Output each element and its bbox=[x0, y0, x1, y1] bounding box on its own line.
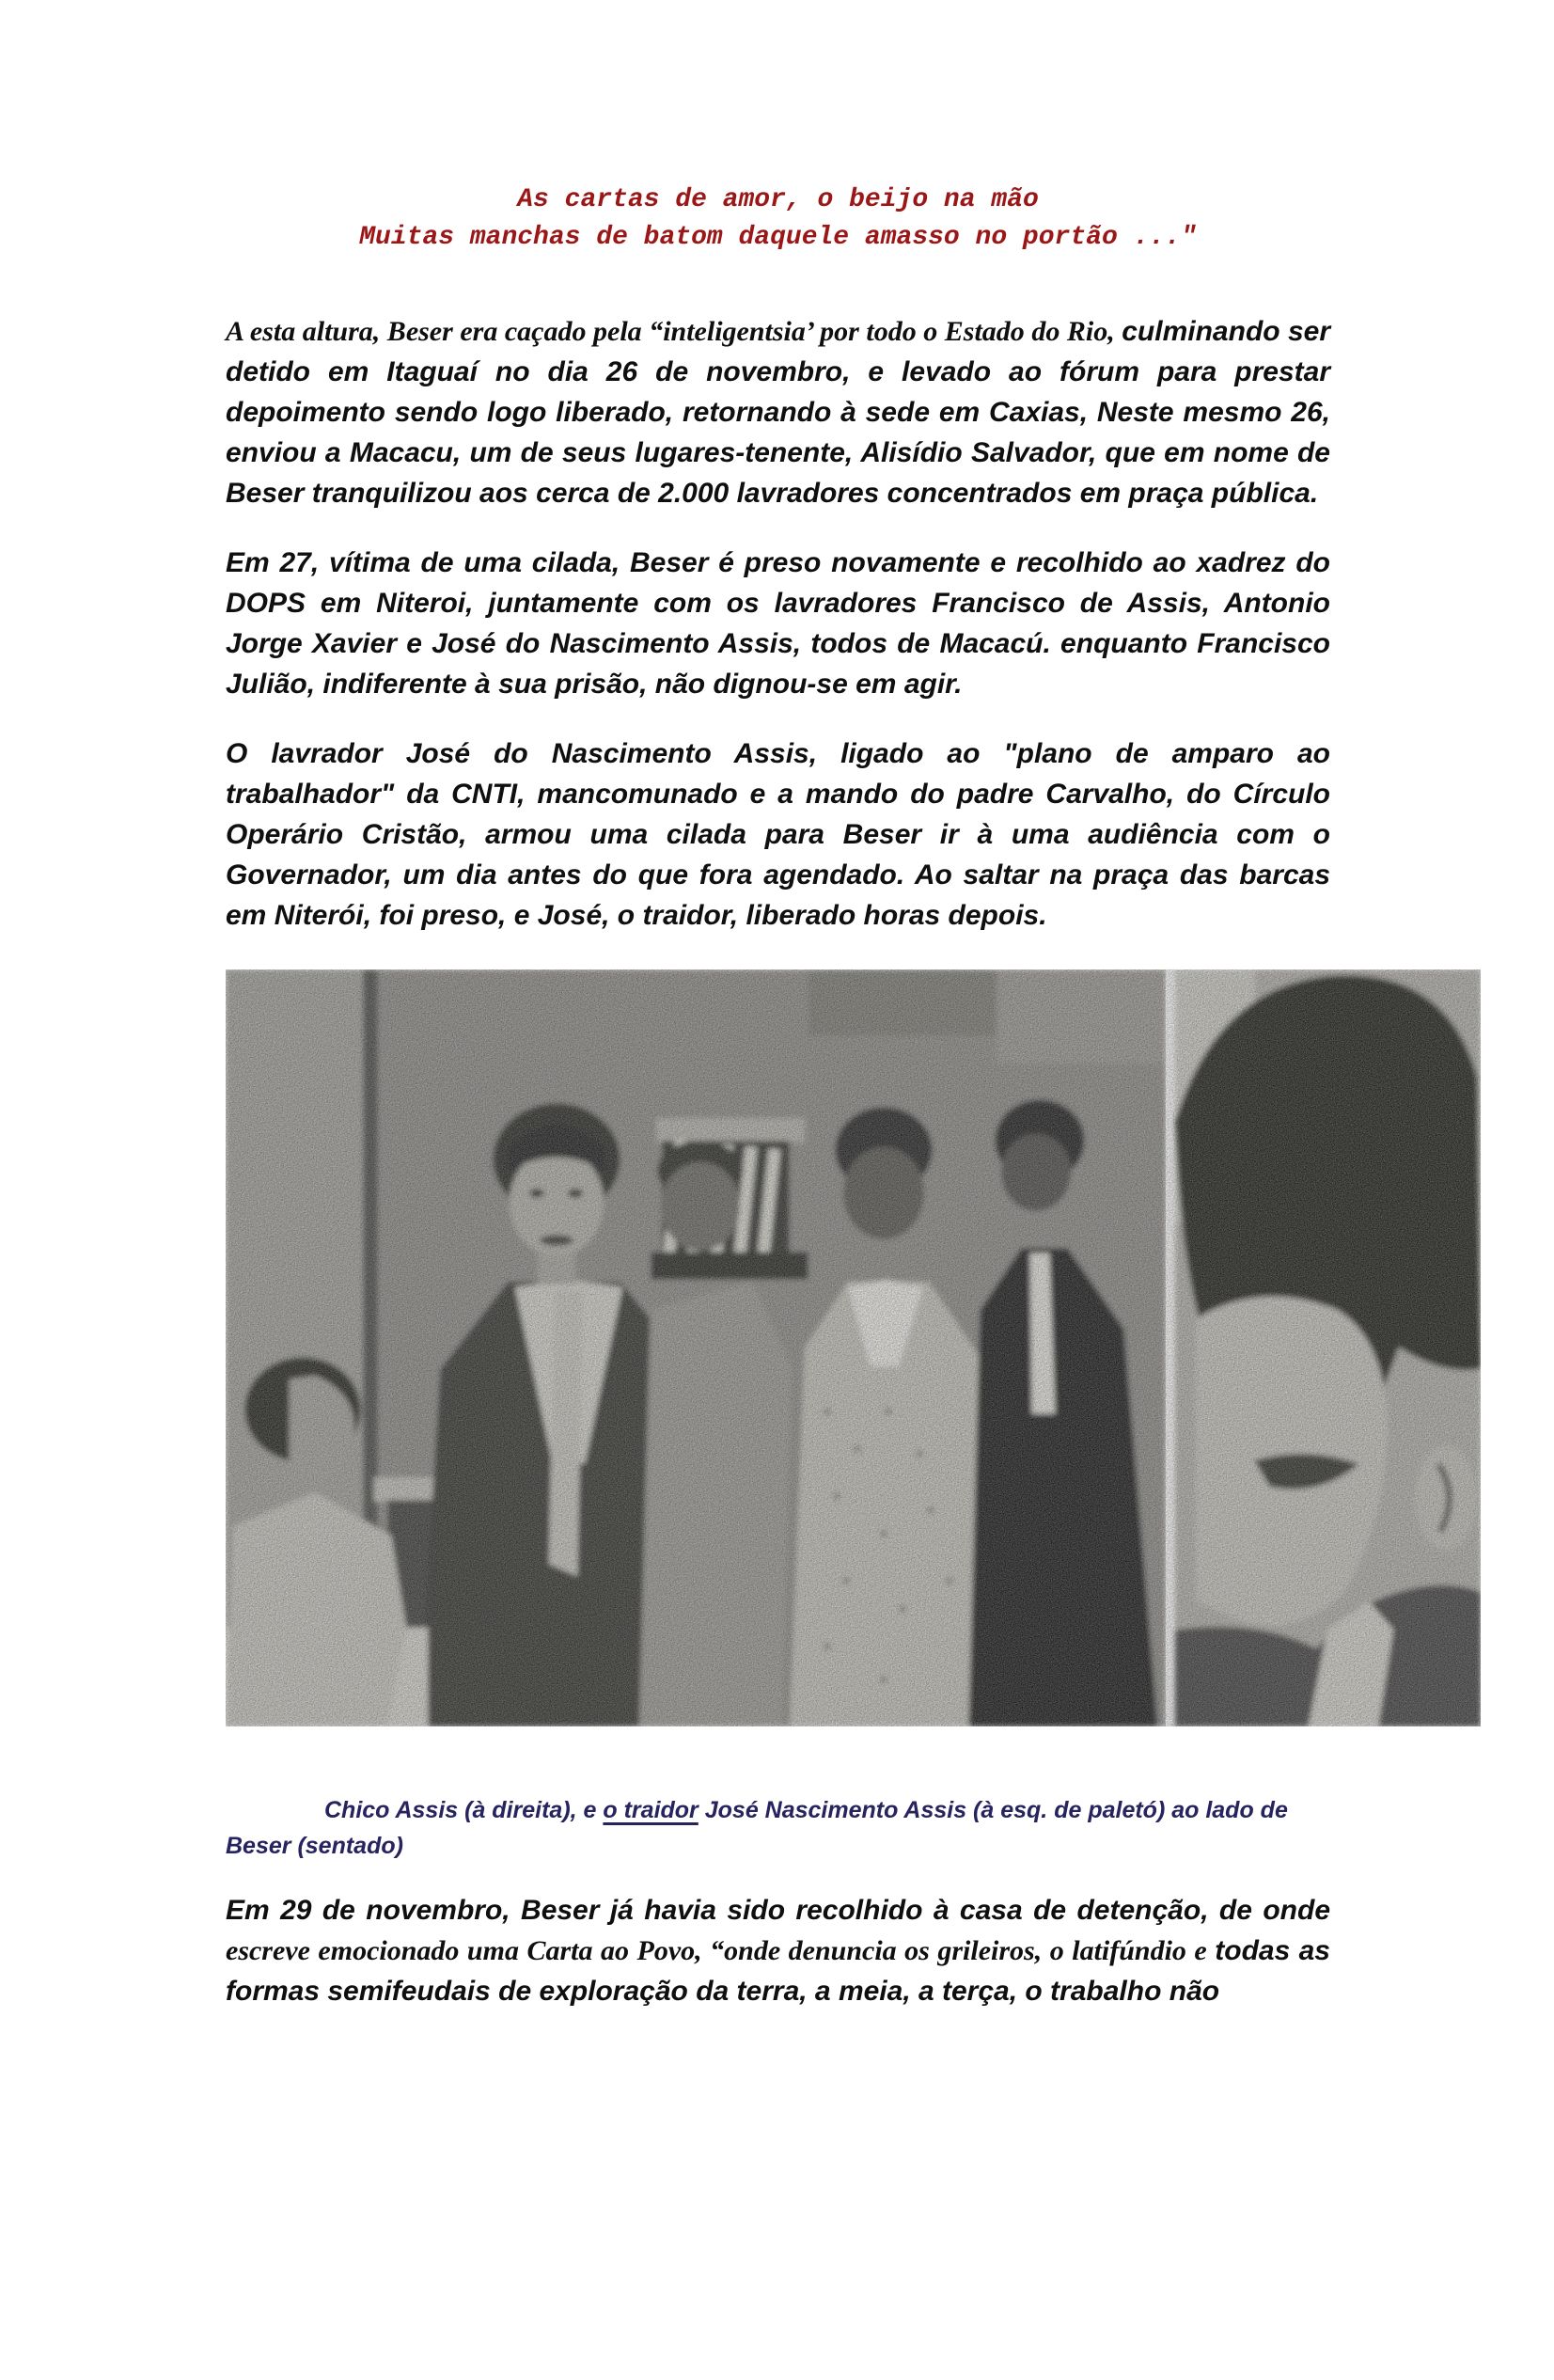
document-page bbox=[0, 181, 1554, 2380]
paragraph-dops-prison-text: Em 27, vítima de uma cilada, Beser é preso novamente e recolhido ao xadrez do DOPS em Niteroi, juntamente com os lavradores Francisco de Assis, Antonio Jorge Xavier e José do Nascimento Assis, todos de Macacú. enquanto Francisco Julião, indiferente à sua prisão, não dignou-se em agir. bbox=[226, 547, 1330, 700]
song-quote bbox=[226, 181, 1330, 257]
paragraph-arrest-serif-lead: A esta altura, Beser era caçado pela “inteligentsia’ por todo o Estado do Rio, bbox=[226, 316, 1122, 347]
carta-lead: Em 29 de novembro, Beser já havia sido recolhido à casa de detenção, de onde bbox=[226, 1895, 1330, 1926]
song-quote-line-1: As cartas de amor, o beijo na mão bbox=[517, 185, 1039, 214]
carta-tail: todas as formas semifeudais de exploração da terra, a meia, a terça, o trabalho não bbox=[226, 1935, 1330, 2007]
photo-caption-underlined: o traidor bbox=[603, 1797, 699, 1823]
photo-caption-tail: José Nascimento Assis (à esq. de paletó) ao lado de Beser (sentado) bbox=[226, 1797, 1288, 1859]
paragraph-carta-ao-povo bbox=[226, 1890, 1330, 2011]
carta-serif-middle: escreve emocionado uma Carta ao Povo, “onde denuncia os grileiros, o latifúndio e bbox=[226, 1935, 1216, 1966]
paragraph-betrayal-text: O lavrador José do Nascimento Assis, ligado ao "plano de amparo ao trabalhador" da CNTI, mancomunado e a mando do padre Carvalho, do Círculo Operário Cristão, armou uma cilada para Beser ir à uma audiência com o Governador, um dia antes do que fora agendado. Ao saltar na praça das barcas em Niterói, foi preso, e José, o traidor, liberado horas depois. bbox=[226, 738, 1330, 931]
paragraph-arrest bbox=[226, 311, 1330, 513]
song-quote-line-2: Muitas manchas de batom daquele amasso no portão ..." bbox=[359, 223, 1197, 252]
photo-caption bbox=[226, 1792, 1330, 1864]
news-photo-illustration bbox=[226, 969, 1481, 1726]
paragraph-arrest-body: culminando ser detido em Itaguaí no dia 26 de novembro, e levado ao fórum para prestar depoimento sendo logo liberado, retornando à sede em Caxias, Neste mesmo 26, enviou a Macacu, um de seus lugares-tenente, Alisídio Salvador, que em nome de Beser tranquilizou aos cerca de 2.000 lavradores concentrados em praça pública. bbox=[226, 316, 1331, 509]
paragraph-betrayal bbox=[226, 733, 1330, 936]
photo-caption-lead: Chico Assis (à direita), e bbox=[324, 1797, 604, 1823]
news-photo bbox=[226, 969, 1481, 1726]
paragraph-dops-prison bbox=[226, 543, 1330, 704]
grain-light-overlay bbox=[226, 969, 1481, 1726]
